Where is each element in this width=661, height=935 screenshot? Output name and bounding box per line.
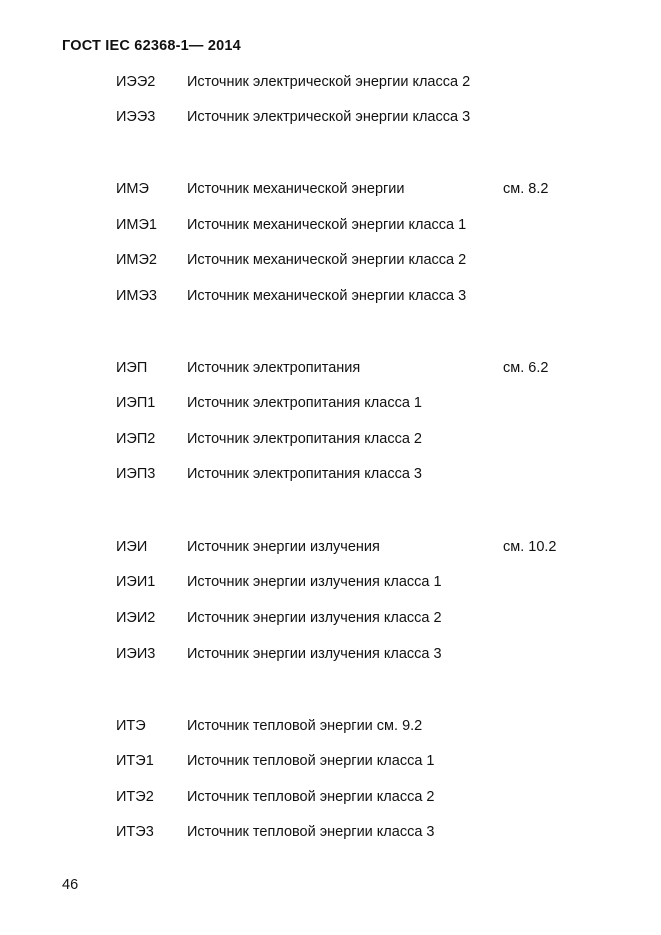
- description: Источник тепловой энергии класса 3: [187, 824, 435, 840]
- abbreviation: ИМЭ3: [116, 288, 157, 304]
- description: Источник тепловой энергии класса 2: [187, 789, 435, 805]
- description: Источник энергии излучения: [187, 539, 380, 555]
- description: Источник электрической энергии класса 2: [187, 74, 471, 90]
- abbreviation: ИМЭ1: [116, 217, 157, 233]
- list-item: [0, 716, 661, 736]
- abbreviation: ИТЭ: [116, 718, 146, 734]
- list-item: [0, 107, 661, 127]
- reference: см. 10.2: [503, 539, 557, 555]
- page-number: 46: [62, 877, 79, 893]
- list-item: [0, 393, 661, 413]
- abbreviation: ИЭИ2: [116, 610, 156, 626]
- description: Источник энергии излучения класса 2: [187, 610, 442, 626]
- list-item: [0, 429, 661, 449]
- reference: см. 6.2: [503, 360, 549, 376]
- abbreviation: ИЭП3: [116, 466, 156, 482]
- description: Источник электропитания: [187, 360, 361, 376]
- description: Источник электропитания класса 3: [187, 466, 422, 482]
- abbreviation: ИМЭ2: [116, 252, 157, 268]
- description: Источник энергии излучения класса 1: [187, 574, 442, 590]
- abbreviation: ИЭИ: [116, 539, 148, 555]
- list-item: [0, 215, 661, 235]
- list-item: [0, 250, 661, 270]
- list-item: [0, 822, 661, 842]
- abbreviation: ИЭЭ2: [116, 74, 156, 90]
- list-item: [0, 286, 661, 306]
- description: Источник энергии излучения класса 3: [187, 646, 442, 662]
- abbreviation: ИТЭ3: [116, 824, 154, 840]
- abbreviation: ИЭЭ3: [116, 109, 156, 125]
- description: Источник механической энергии: [187, 181, 405, 197]
- document-header: ГОСТ IEC 62368-1— 2014: [62, 38, 241, 54]
- list-item: [0, 644, 661, 664]
- description: Источник механической энергии класса 1: [187, 217, 467, 233]
- abbreviation: ИТЭ1: [116, 753, 154, 769]
- description: Источник электропитания класса 2: [187, 431, 422, 447]
- description: Источник электрической энергии класса 3: [187, 109, 471, 125]
- description: Источник тепловой энергии класса 1: [187, 753, 435, 769]
- description: Источник механической энергии класса 3: [187, 288, 467, 304]
- list-item: [0, 72, 661, 92]
- abbreviation: ИТЭ2: [116, 789, 154, 805]
- description: Источник тепловой энергии см. 9.2: [187, 718, 423, 734]
- list-item: [0, 179, 661, 199]
- list-item: [0, 751, 661, 771]
- description: Источник механической энергии класса 2: [187, 252, 467, 268]
- abbreviation: ИЭП1: [116, 395, 156, 411]
- abbreviation: ИЭИ1: [116, 574, 156, 590]
- list-item: [0, 787, 661, 807]
- abbreviation: ИЭП2: [116, 431, 156, 447]
- abbreviation: ИЭИ3: [116, 646, 156, 662]
- list-item: [0, 358, 661, 378]
- list-item: [0, 608, 661, 628]
- list-item: [0, 572, 661, 592]
- abbreviation: ИМЭ: [116, 181, 149, 197]
- description: Источник электропитания класса 1: [187, 395, 422, 411]
- reference: см. 8.2: [503, 181, 549, 197]
- abbreviation: ИЭП: [116, 360, 148, 376]
- list-item: [0, 537, 661, 557]
- list-item: [0, 464, 661, 484]
